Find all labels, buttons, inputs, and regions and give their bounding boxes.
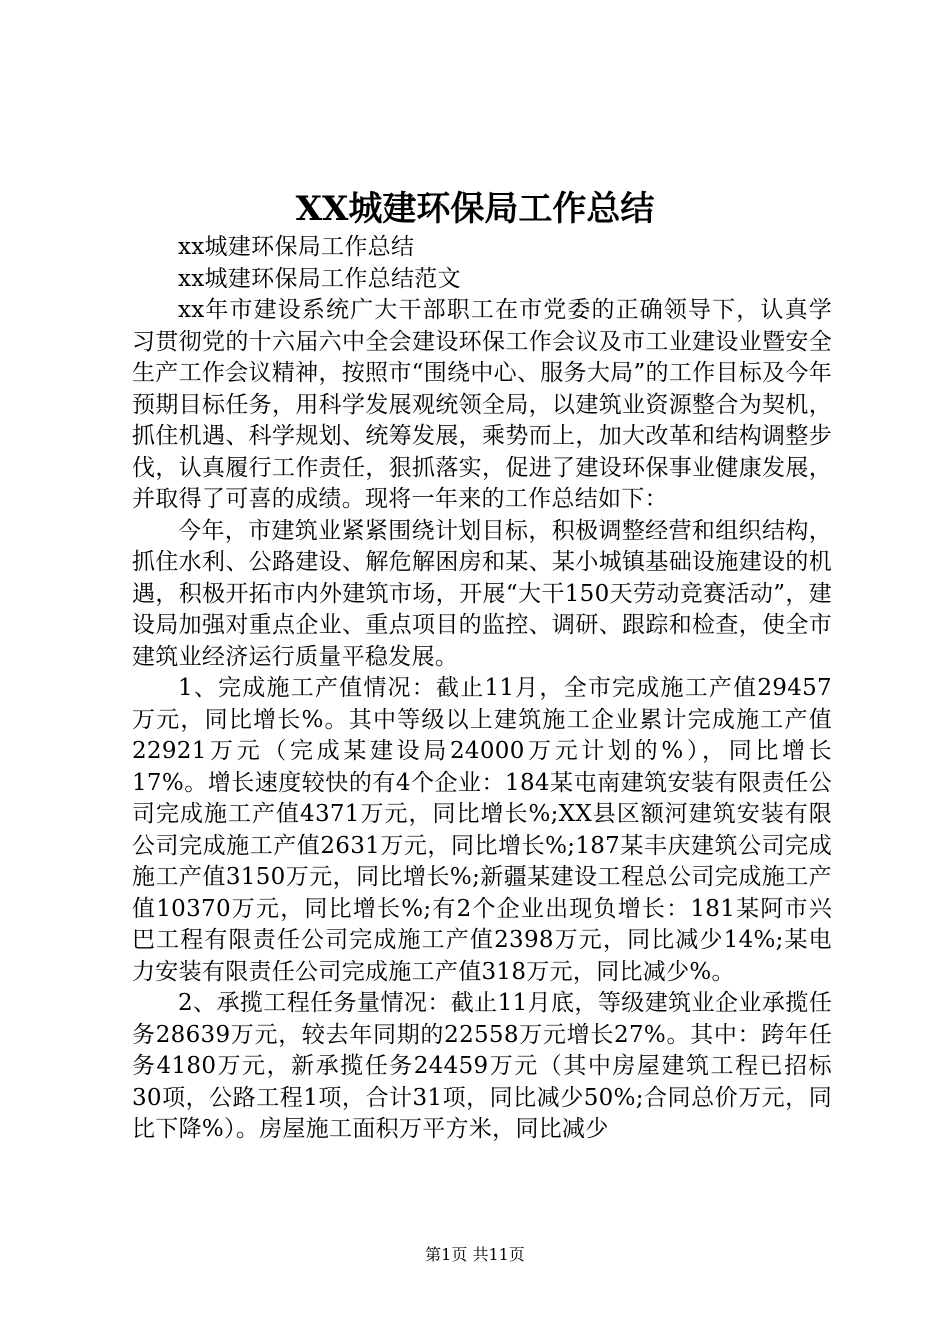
document-title: XX城建环保局工作总结 bbox=[295, 189, 655, 229]
paragraph-subtitle: xx城建环保局工作总结 bbox=[178, 234, 415, 260]
paragraph-intro: xx年市建设系统广大干部职工在市党委的正确领导下，认真学习贯彻党的十六届六中全会建设环保工作会议及市工业建设业暨安全生产工作会议精神，按照市“围绕中心、服务大局”的工作目标及今年预期目标任务，用科学发展观统领全局，以建筑业资源整合为契机，抓住机遇、科学规划、统筹发展，乘势而上，加大改革和结构调整步伐，认真履行工作责任，狠抓落实，促进了建设环保事业健康发展，并取得了可喜的成绩。现将一年来的工作总结如下： bbox=[132, 297, 832, 512]
paragraph-section-1: 1、完成施工产值情况：截止11月，全市完成施工产值29457万元，同比增长%。其中等级以上建筑施工企业累计完成施工产值22921万元（完成某建设局24000万元计划的%），同比增长17%。增长速度较快的有4个企业：184某屯南建筑安装有限责任公司完成施工产值4371万元，同比增长%;XX县区额河建筑安装有限公司完成施工产值2631万元，同比增长%;187某丰庆建筑公司完成施工产值3150万元，同比增长%;新疆某建设工程总公司完成施工产值10370万元，同比增长%;有2个企业出现负增长：181某阿市兴巴工程有限责任公司完成施工产值2398万元，同比减少14%;某电力安装有限责任公司完成施工产值318万元，同比减少%。 bbox=[132, 675, 832, 985]
paragraph-subtitle-fanwen: xx城建环保局工作总结范文 bbox=[178, 265, 461, 292]
paragraph-section-2: 2、承揽工程任务量情况：截止11月底，等级建筑业企业承揽任务28639万元，较去年同期的22558万元增长27%。其中：跨年任务4180万元，新承揽任务24459万元（其中房屋建筑工程已招标30项，公路工程1项，合计31项，同比减少50%;合同总价万元，同比下降%）。房屋施工面积万平方米，同比减少 bbox=[132, 990, 832, 1142]
document-body bbox=[132, 232, 832, 1146]
paragraph-overview: 今年，市建筑业紧紧围绕计划目标，积极调整经营和组织结构，抓住水利、公路建设、解危解困房和某、某小城镇基础设施建设的机遇，积极开拓市内外建筑市场，开展“大干150天劳动竞赛活动”，建设局加强对重点企业、重点项目的监控、调研、跟踪和检查，使全市建筑业经济运行质量平稳发展。 bbox=[132, 517, 832, 670]
page-footer: 第1页 共11页 bbox=[425, 1245, 525, 1264]
